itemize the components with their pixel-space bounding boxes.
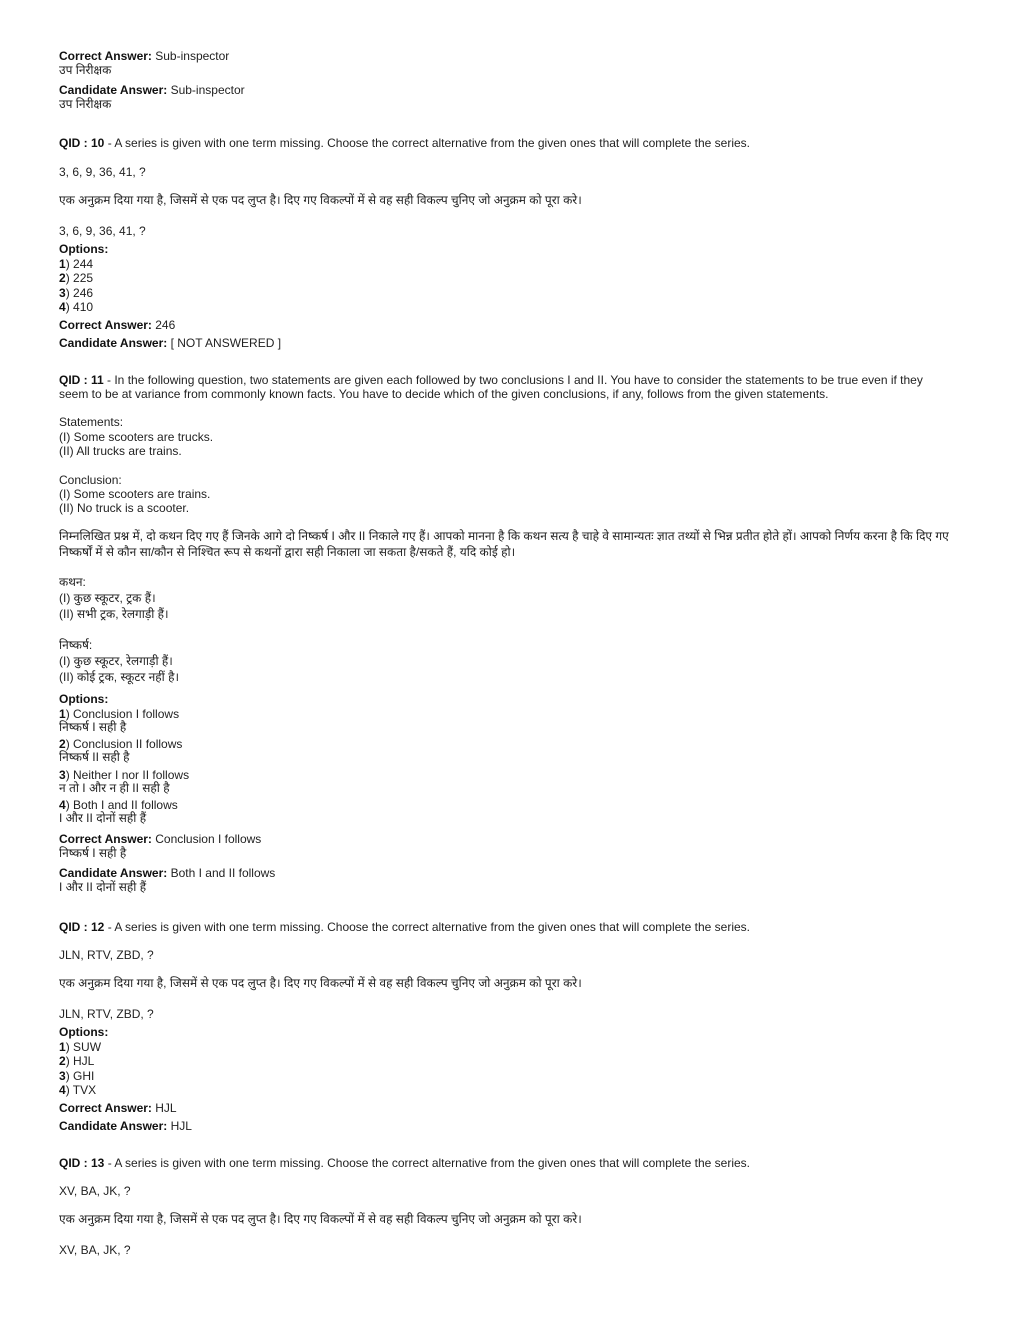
text: Conclusion I follows [151, 832, 262, 846]
text: 3, 6, 9, 36, 41, ? [59, 165, 146, 179]
bold-label: 4 [59, 1083, 66, 1097]
conclusion-label [59, 473, 122, 487]
bold-label: 2 [59, 1054, 66, 1068]
bold-label: 3 [59, 286, 66, 300]
bold-label: Options: [59, 242, 109, 256]
question-text-cont [59, 387, 829, 401]
text: I और II दोनों सही हैं [59, 880, 147, 894]
text: एक अनुक्रम दिया गया है, जिसमें से एक पद लुप्त है। दिए गए विकल्पों में से वह सही विकल्प चुनिए जो अनुक्रम को पूरा करे। [59, 976, 582, 990]
option [59, 1069, 94, 1083]
bold-label: QID : 11 [59, 373, 104, 387]
conclusion-hindi [59, 654, 173, 668]
statement-hindi [59, 607, 169, 621]
text: [ NOT ANSWERED ] [167, 336, 282, 350]
bold-label: Candidate Answer: [59, 83, 168, 97]
text: XV, BA, JK, ? [59, 1184, 131, 1198]
text: निष्कर्ष I सही है [59, 720, 127, 734]
bold-label: 4 [59, 798, 66, 812]
conclusion [59, 501, 189, 515]
candidate-answer-hindi [59, 97, 111, 111]
text: (II) All trucks are trains. [59, 444, 182, 458]
text: Sub-inspector [167, 83, 245, 97]
candidate-answer [59, 866, 275, 880]
text: - A series is given with one term missing. Choose the correct alternative from the given ones that will complete the series. [104, 920, 750, 934]
option [59, 257, 93, 271]
correct-answer-hindi [59, 63, 111, 77]
statement-hindi [59, 591, 156, 605]
text: 3, 6, 9, 36, 41, ? [59, 224, 146, 238]
text: HJL [151, 1101, 177, 1115]
conclusion-hindi [59, 670, 179, 684]
option-hindi [59, 720, 126, 734]
option [59, 1083, 96, 1097]
question-text [59, 136, 750, 150]
option [59, 271, 93, 285]
bold-label: Correct Answer: [59, 49, 152, 63]
text: ) Neither I nor II follows [65, 768, 190, 782]
option [59, 707, 179, 721]
text: ) 225 [65, 271, 94, 285]
bold-label: 2 [59, 271, 66, 285]
text: निष्कर्ष II सही है [59, 750, 130, 764]
text: ) SUW [65, 1040, 102, 1054]
text: उप निरीक्षक [59, 97, 112, 111]
option [59, 768, 189, 782]
text: निष्कर्ष: [59, 638, 93, 652]
correct-answer [59, 1101, 177, 1115]
text: 246 [151, 318, 176, 332]
conclusion [59, 487, 210, 501]
bold-label: Options: [59, 1025, 109, 1039]
text: Conclusion: [59, 473, 122, 487]
text: ) TVX [65, 1083, 97, 1097]
text: ) 246 [65, 286, 94, 300]
text: निष्कर्ष I सही है [59, 846, 127, 860]
text: Both I and II follows [167, 866, 276, 880]
statements-label-hindi [59, 575, 86, 589]
correct-answer [59, 318, 175, 332]
text: seem to be at variance from commonly known facts. You have to decide which of the given conclusions, if any, follows from the given statements. [59, 387, 829, 401]
bold-label: 1 [59, 707, 66, 721]
text: XV, BA, JK, ? [59, 1243, 131, 1257]
text: - A series is given with one term missing. Choose the correct alternative from the given ones that will complete the series. [104, 136, 750, 150]
bold-label: QID : 10 [59, 136, 105, 150]
statement [59, 444, 182, 458]
text: I और II दोनों सही हैं [59, 811, 147, 825]
text: HJL [167, 1119, 192, 1133]
text: न तो I और न ही II सही है [59, 781, 170, 795]
correct-answer-hindi [59, 846, 126, 860]
question-hindi [59, 976, 582, 990]
options-label [59, 692, 108, 706]
question-hindi [59, 529, 949, 543]
text: (I) कुछ स्कूटर, रेलगाड़ी हैं। [59, 654, 173, 668]
text: ) HJL [65, 1054, 95, 1068]
text: उप निरीक्षक [59, 63, 112, 77]
question-series [59, 1184, 131, 1198]
text: Statements: [59, 415, 124, 429]
text: (II) No truck is a scooter. [59, 501, 190, 515]
text: - A series is given with one term missing. Choose the correct alternative from the given ones that will complete the series. [104, 1156, 750, 1170]
question-series-hindi [59, 224, 146, 238]
bold-label: 2 [59, 737, 66, 751]
options-label [59, 242, 108, 256]
candidate-answer-hindi [59, 880, 146, 894]
text: एक अनुक्रम दिया गया है, जिसमें से एक पद लुप्त है। दिए गए विकल्पों में से वह सही विकल्प चुनिए जो अनुक्रम को पूरा करे। [59, 1212, 582, 1226]
candidate-answer [59, 336, 281, 350]
bold-label: Correct Answer: [59, 832, 152, 846]
question-series-hindi [59, 1243, 131, 1257]
option [59, 798, 178, 812]
question-series [59, 948, 154, 962]
text: Sub-inspector [151, 49, 230, 63]
text: (I) कुछ स्कूटर, ट्रक हैं। [59, 591, 156, 605]
text: ) 244 [65, 257, 94, 271]
bold-label: Candidate Answer: [59, 336, 168, 350]
bold-label: 1 [59, 1040, 66, 1054]
question-hindi [59, 193, 582, 207]
text: निष्कर्षों में से कौन सा/कौन से निश्चित रूप से कथनों द्वारा सही निकाला जा सकता है/सकते हैं, यदि कोई हो। [59, 545, 516, 559]
statements-label [59, 415, 123, 429]
text: ) Both I and II follows [65, 798, 178, 812]
text: (I) Some scooters are trucks. [59, 430, 214, 444]
bold-label: 1 [59, 257, 66, 271]
text: कथन: [59, 575, 86, 589]
correct-answer [59, 832, 261, 846]
question-text [59, 920, 750, 934]
text: JLN, RTV, ZBD, ? [59, 948, 154, 962]
bold-label: 4 [59, 300, 66, 314]
text: (II) कोई ट्रक, स्कूटर नहीं है। [59, 670, 180, 684]
option [59, 737, 182, 751]
question-text [59, 373, 923, 387]
question-series [59, 165, 146, 179]
text: निम्नलिखित प्रश्न में, दो कथन दिए गए हैं जिनके आगे दो निष्कर्ष I और II निकाले गए हैं। आपको मानना है कि कथन सत्य है चाहे वे सामान्यतः ज्ञात तथ्यों से भिन्न प्रतीत होते हों। आपको निर्णय करना है कि दिए गए [59, 529, 949, 543]
statement [59, 430, 213, 444]
bold-label: 3 [59, 768, 66, 782]
text: (I) Some scooters are trains. [59, 487, 211, 501]
text: ) GHI [65, 1069, 95, 1083]
question-series-hindi [59, 1007, 154, 1021]
bold-label: Correct Answer: [59, 1101, 152, 1115]
bold-label: 3 [59, 1069, 66, 1083]
bold-label: Options: [59, 692, 109, 706]
text: (II) सभी ट्रक, रेलगाड़ी हैं। [59, 607, 169, 621]
question-hindi [59, 1212, 582, 1226]
bold-label: Candidate Answer: [59, 1119, 168, 1133]
option-hindi [59, 811, 146, 825]
candidate-answer [59, 83, 245, 97]
question-text [59, 1156, 750, 1170]
bold-label: Correct Answer: [59, 318, 152, 332]
correct-answer [59, 49, 229, 63]
bold-label: QID : 13 [59, 1156, 105, 1170]
text: JLN, RTV, ZBD, ? [59, 1007, 154, 1021]
text: ) Conclusion II follows [65, 737, 183, 751]
option [59, 1040, 101, 1054]
text: ) 410 [65, 300, 94, 314]
option [59, 286, 93, 300]
bold-label: Candidate Answer: [59, 866, 168, 880]
options-label [59, 1025, 108, 1039]
candidate-answer [59, 1119, 192, 1133]
conclusion-label-hindi [59, 638, 92, 652]
text: ) Conclusion I follows [65, 707, 180, 721]
question-hindi-cont [59, 545, 515, 559]
bold-label: QID : 12 [59, 920, 105, 934]
text: एक अनुक्रम दिया गया है, जिसमें से एक पद लुप्त है। दिए गए विकल्पों में से वह सही विकल्प चुनिए जो अनुक्रम को पूरा करे। [59, 193, 582, 207]
option [59, 300, 93, 314]
option-hindi [59, 781, 170, 795]
option-hindi [59, 750, 130, 764]
option [59, 1054, 94, 1068]
text: - In the following question, two statements are given each followed by two conclusions I and II. You have to consider the statements to be true even if they [103, 373, 923, 387]
